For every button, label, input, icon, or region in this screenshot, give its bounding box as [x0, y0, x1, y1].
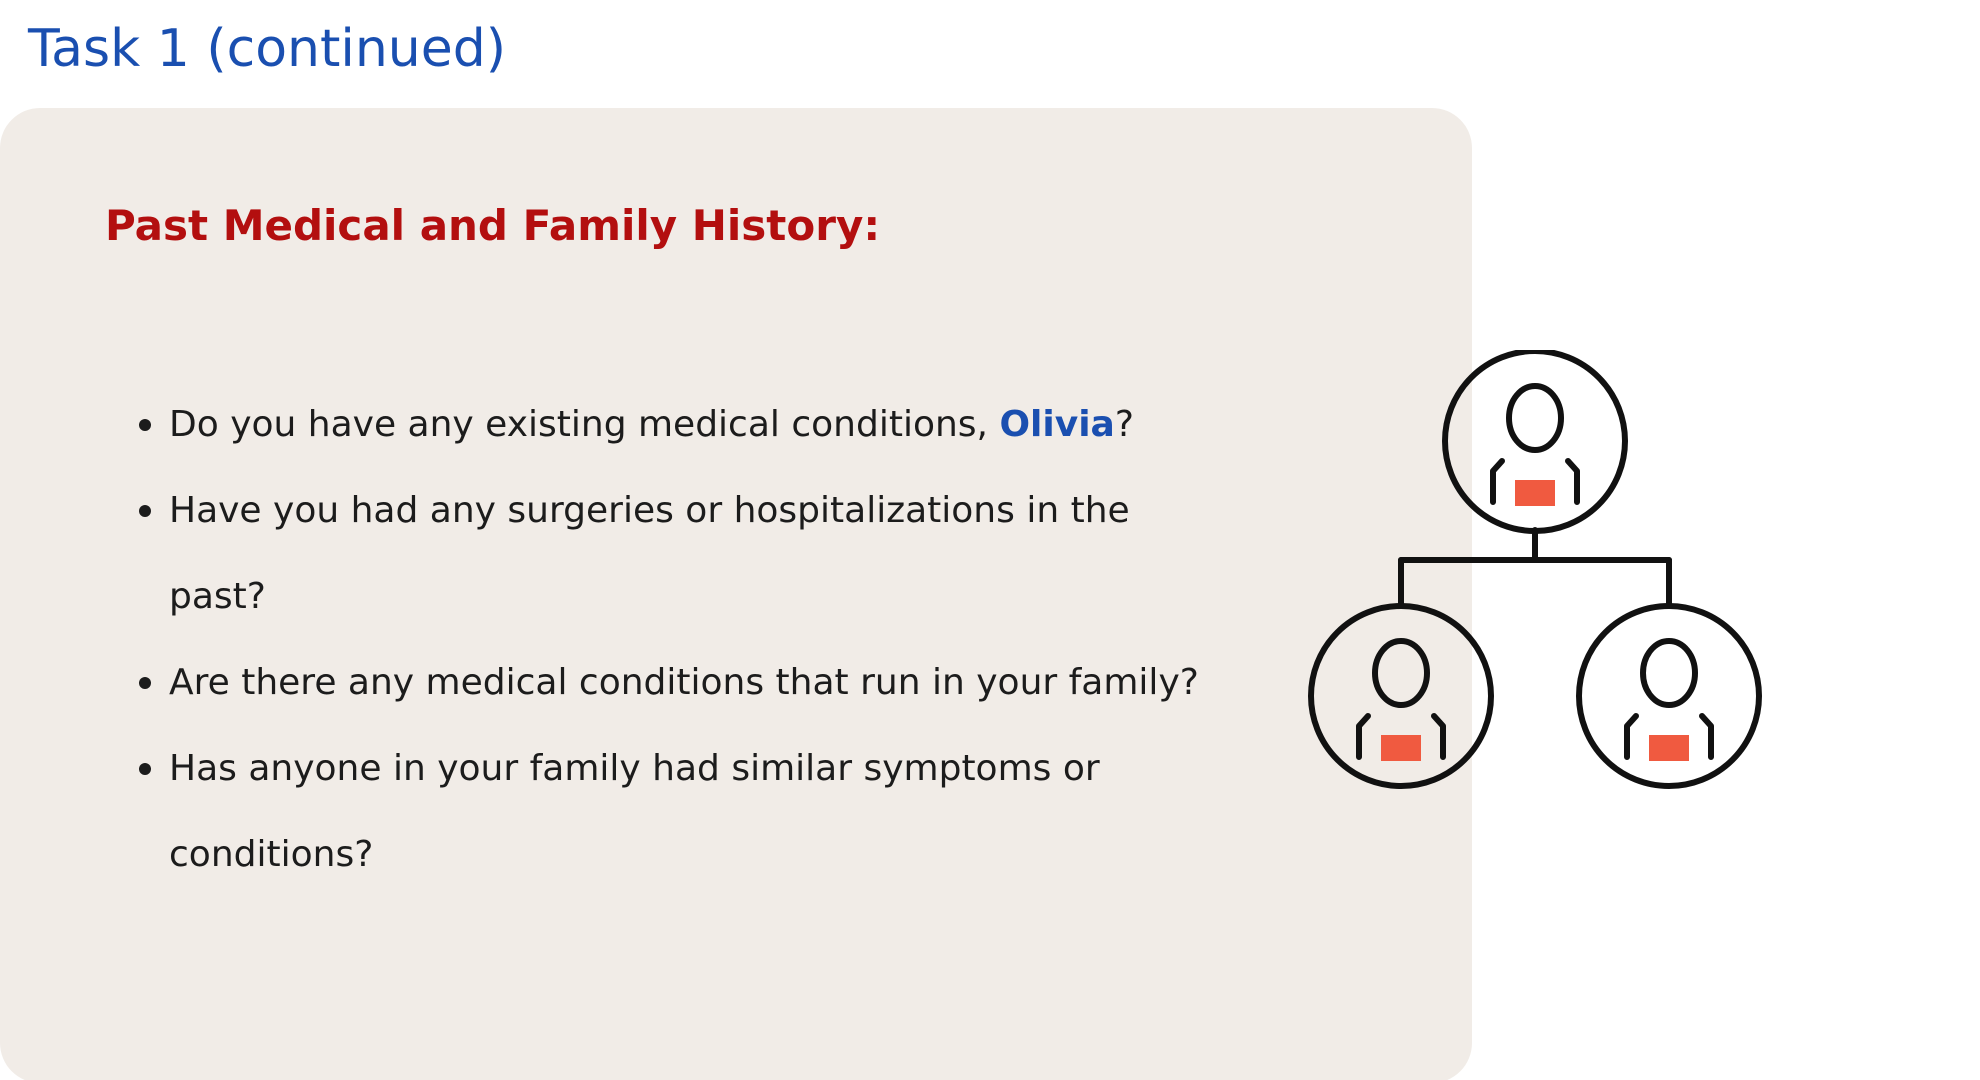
- question-item: [105, 726, 1225, 898]
- bullet: [139, 505, 151, 517]
- bullet: [139, 677, 151, 689]
- badge-icon: [1515, 480, 1555, 506]
- question-text: Have you had any surgeries or hospitalizations in the past?: [169, 490, 1130, 617]
- question-text: Are there any medical conditions that run in your family?: [169, 662, 1199, 703]
- question-punctuation: ?: [1114, 404, 1134, 445]
- question-text: Has anyone in your family had similar symptoms or conditions?: [169, 748, 1100, 875]
- section-heading: Past Medical and Family History:: [105, 201, 881, 250]
- badge-icon: [1381, 735, 1421, 761]
- bullet: [139, 419, 151, 431]
- page-title: Task 1 (continued): [28, 19, 507, 79]
- question-item: [105, 382, 1225, 468]
- question-item: [105, 640, 1225, 726]
- bullet: [139, 763, 151, 775]
- family-tree-icon: [1300, 350, 1770, 800]
- question-list: [105, 382, 1225, 898]
- patient-name: Olivia: [999, 404, 1115, 445]
- badge-icon: [1649, 735, 1689, 761]
- question-text: Do you have any existing medical conditions,: [169, 404, 1000, 445]
- question-item: [105, 468, 1225, 640]
